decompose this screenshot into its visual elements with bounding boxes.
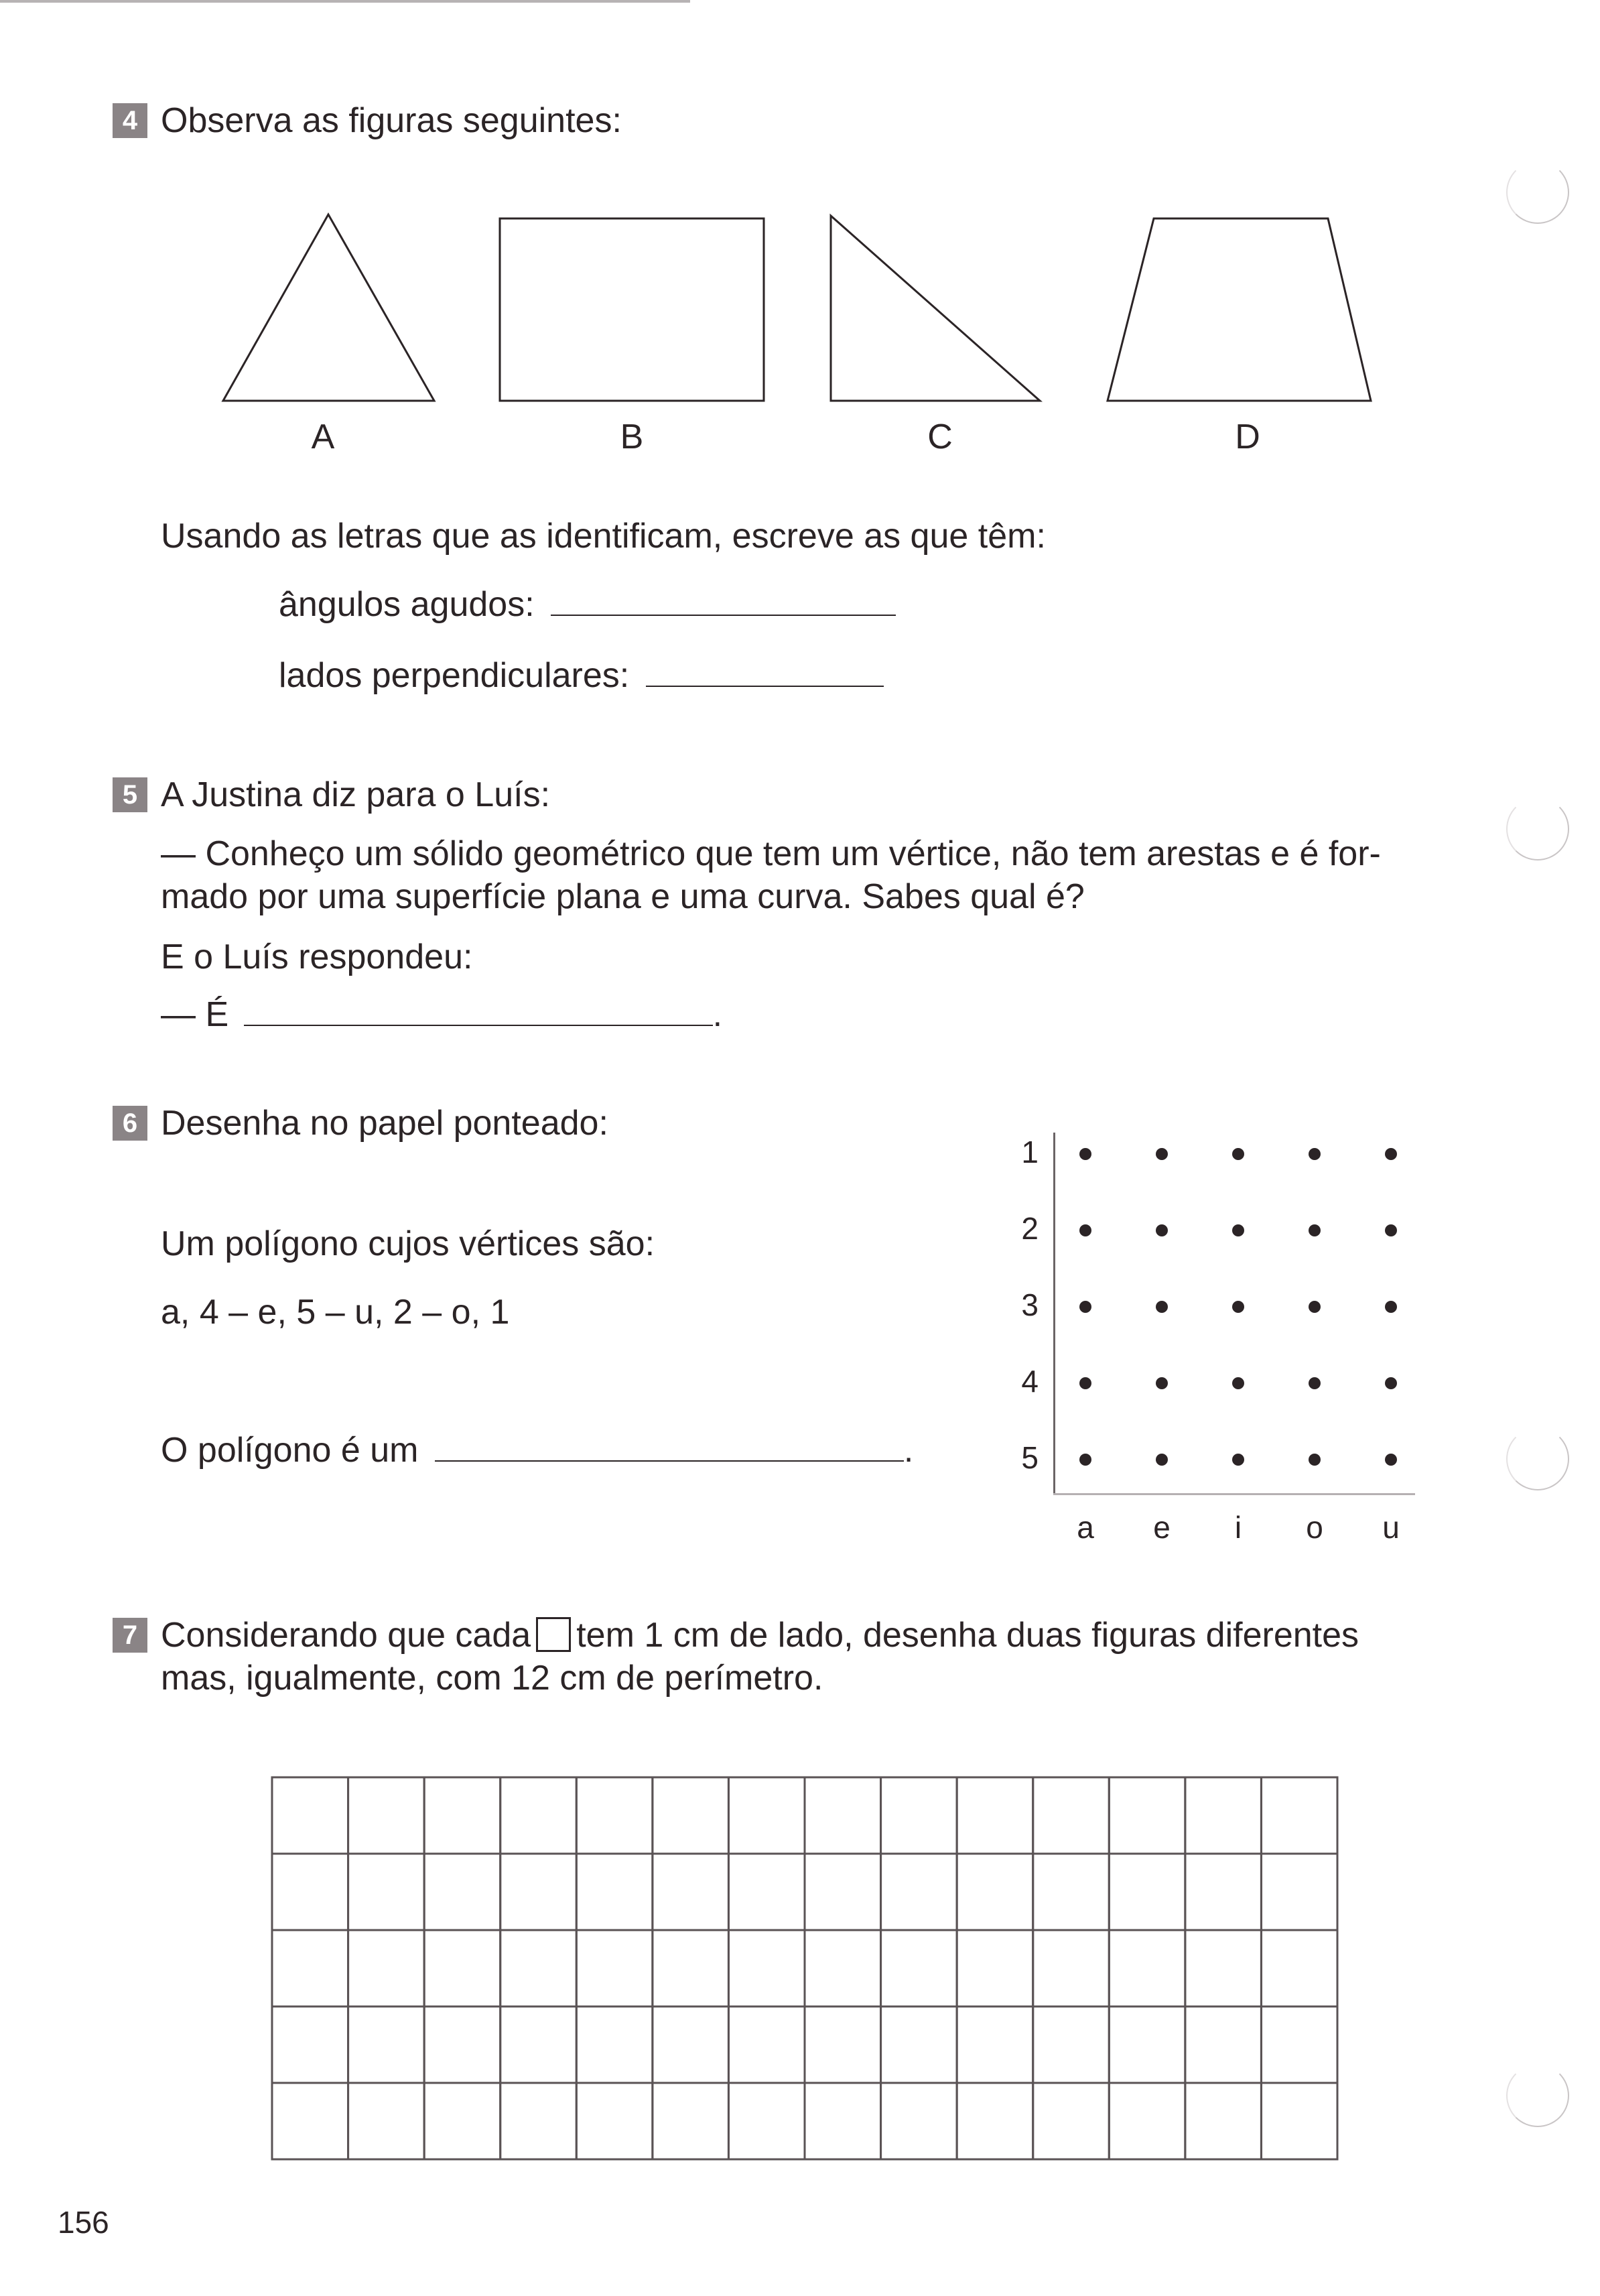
grid-cell[interactable] <box>1185 2006 1262 2083</box>
conclusion-suffix: . <box>903 1431 914 1470</box>
grid-cell[interactable] <box>1261 1777 1337 1854</box>
right-triangle-shape <box>831 216 1040 401</box>
grid-cell[interactable] <box>1261 2006 1337 2083</box>
page-number: 156 <box>58 2205 109 2240</box>
grid-cell[interactable] <box>348 1854 425 1930</box>
acute-angles-answer-field[interactable] <box>551 588 896 616</box>
grid-cell[interactable] <box>272 1930 348 2006</box>
grid-dot[interactable] <box>1232 1224 1244 1236</box>
grid-dot[interactable] <box>1079 1301 1091 1313</box>
shape-label-b: B <box>620 418 644 456</box>
grid-dot[interactable] <box>1079 1377 1091 1389</box>
exercise-5-speech-line-2: mado por uma superfície plana e uma curva. Sabes qual é? <box>161 877 1085 916</box>
grid-cell[interactable] <box>272 2083 348 2159</box>
grid-dot[interactable] <box>1385 1377 1397 1389</box>
geometric-figures <box>0 201 1474 416</box>
grid-cell[interactable] <box>501 1854 577 1930</box>
grid-cell[interactable] <box>272 1777 348 1854</box>
grid-dot[interactable] <box>1309 1148 1321 1160</box>
acute-angles-line <box>279 584 896 625</box>
exercise-6-instruction: Desenha no papel ponteado: <box>161 1104 608 1143</box>
exercise-number-badge: 7 <box>113 1618 147 1653</box>
row-label: 5 <box>1021 1440 1039 1475</box>
column-label: e <box>1153 1510 1171 1545</box>
grid-cell[interactable] <box>576 2083 653 2159</box>
column-label: a <box>1077 1510 1094 1545</box>
grid-cell[interactable] <box>728 1854 805 1930</box>
exercise-5-answer-line <box>161 995 722 1035</box>
grid-cell[interactable] <box>653 2083 729 2159</box>
exercise-4-instruction: Observa as figuras seguintes: <box>161 101 622 140</box>
conclusion-label: O polígono é um <box>161 1431 419 1470</box>
grid-cell[interactable] <box>501 1777 577 1854</box>
grid-dot[interactable] <box>1385 1224 1397 1236</box>
grid-cell[interactable] <box>348 2006 425 2083</box>
row-label: 3 <box>1021 1287 1039 1322</box>
grid-cell[interactable] <box>272 1854 348 1930</box>
grid-cell[interactable] <box>1261 1854 1337 1930</box>
grid-cell[interactable] <box>424 2083 501 2159</box>
exercise-7-line-2: mas, igualmente, com 12 cm de perímetro. <box>161 1659 823 1698</box>
binder-hole <box>1506 2064 1569 2127</box>
grid-cell[interactable] <box>653 1854 729 1930</box>
exercise-7-text-after: tem 1 cm de lado, desenha duas figuras diferentes <box>576 1616 1359 1655</box>
grid-cell[interactable] <box>881 2006 957 2083</box>
polygon-answer-field[interactable] <box>435 1433 904 1462</box>
grid-cell[interactable] <box>728 1930 805 2006</box>
grid-cell[interactable] <box>957 1854 1033 1930</box>
exercise-6-conclusion-line <box>161 1430 913 1470</box>
perpendicular-sides-answer-field[interactable] <box>646 659 884 687</box>
grid-cell[interactable] <box>576 1930 653 2006</box>
perpendicular-sides-line <box>279 655 884 696</box>
grid-dot[interactable] <box>1079 1148 1091 1160</box>
exercise-number-badge: 6 <box>113 1106 147 1141</box>
grid-cell[interactable] <box>1185 2083 1262 2159</box>
dot-grid[interactable] <box>1059 1133 1420 1494</box>
grid-cell[interactable] <box>1033 1777 1110 1854</box>
binder-hole <box>1506 1427 1569 1490</box>
grid-cell[interactable] <box>957 1777 1033 1854</box>
grid-dot[interactable] <box>1232 1148 1244 1160</box>
grid-cell[interactable] <box>1109 1777 1185 1854</box>
grid-cell[interactable] <box>576 1777 653 1854</box>
grid-cell[interactable] <box>805 2006 881 2083</box>
grid-cell[interactable] <box>957 2083 1033 2159</box>
grid-cell[interactable] <box>501 2006 577 2083</box>
grid-dot[interactable] <box>1309 1301 1321 1313</box>
binder-hole <box>1506 798 1569 860</box>
grid-cell[interactable] <box>1109 2006 1185 2083</box>
grid-cell[interactable] <box>1109 1930 1185 2006</box>
trapezoid-shape <box>1108 218 1371 401</box>
grid-dot[interactable] <box>1156 1377 1168 1389</box>
grid-cell[interactable] <box>501 2083 577 2159</box>
squared-paper-grid[interactable] <box>271 1776 1339 2161</box>
grid-cell[interactable] <box>424 2006 501 2083</box>
grid-cell[interactable] <box>1261 2083 1337 2159</box>
grid-cell[interactable] <box>1185 1930 1262 2006</box>
grid-cell[interactable] <box>805 1777 881 1854</box>
grid-dot[interactable] <box>1156 1301 1168 1313</box>
exercise-5-speech-line-1: — Conheço um sólido geométrico que tem um vértice, não tem arestas e é for- <box>161 834 1381 873</box>
grid-dot[interactable] <box>1385 1301 1397 1313</box>
row-label: 2 <box>1021 1211 1039 1246</box>
grid-cell[interactable] <box>653 1930 729 2006</box>
rectangle-shape <box>500 218 764 401</box>
grid-dot[interactable] <box>1156 1454 1168 1466</box>
grid-cell[interactable] <box>957 2006 1033 2083</box>
grid-dot[interactable] <box>1232 1454 1244 1466</box>
grid-dot[interactable] <box>1385 1148 1397 1160</box>
shape-label-c: C <box>927 418 953 456</box>
grid-cell[interactable] <box>881 1854 957 1930</box>
grid-cell[interactable] <box>1185 1854 1262 1930</box>
top-edge-line <box>0 0 690 3</box>
grid-dot[interactable] <box>1156 1148 1168 1160</box>
exercise-4-question: Usando as letras que as identificam, escreve as que têm: <box>161 517 1046 556</box>
grid-cell[interactable] <box>1033 1930 1110 2006</box>
grid-cell[interactable] <box>957 1930 1033 2006</box>
grid-cell[interactable] <box>424 1777 501 1854</box>
binder-hole <box>1506 161 1569 224</box>
grid-cell[interactable] <box>881 2083 957 2159</box>
grid-cell[interactable] <box>881 1930 957 2006</box>
grid-cell[interactable] <box>805 2083 881 2159</box>
row-label: 1 <box>1021 1135 1039 1169</box>
grid-dot[interactable] <box>1309 1377 1321 1389</box>
grid-dot[interactable] <box>1156 1224 1168 1236</box>
grid-dot[interactable] <box>1079 1224 1091 1236</box>
grid-dot[interactable] <box>1232 1301 1244 1313</box>
grid-cell[interactable] <box>348 1930 425 2006</box>
grid-cell[interactable] <box>1033 1854 1110 1930</box>
grid-cell[interactable] <box>728 1777 805 1854</box>
grid-dot[interactable] <box>1232 1377 1244 1389</box>
grid-cell[interactable] <box>1261 1930 1337 2006</box>
grid-cell[interactable] <box>728 2083 805 2159</box>
exercise-number-badge: 5 <box>113 777 147 812</box>
grid-cell[interactable] <box>653 1777 729 1854</box>
grid-cell[interactable] <box>1109 2083 1185 2159</box>
exercise-5-response-intro: E o Luís respondeu: <box>161 938 473 976</box>
grid-cell[interactable] <box>576 1854 653 1930</box>
grid-cell[interactable] <box>728 2006 805 2083</box>
grid-cell[interactable] <box>1033 2006 1110 2083</box>
column-label: o <box>1306 1510 1323 1545</box>
grid-cell[interactable] <box>805 1854 881 1930</box>
column-label: u <box>1382 1510 1400 1545</box>
grid-cell[interactable] <box>1033 2083 1110 2159</box>
grid-dot[interactable] <box>1385 1454 1397 1466</box>
grid-cell[interactable] <box>1185 1777 1262 1854</box>
dot-grid-vertical-axis <box>1053 1133 1055 1494</box>
grid-cell[interactable] <box>348 1777 425 1854</box>
exercise-6-vertices: a, 4 – e, 5 – u, 2 – o, 1 <box>161 1293 510 1332</box>
answer-prefix: — É <box>161 995 229 1034</box>
grid-dot[interactable] <box>1309 1224 1321 1236</box>
exercise-7-text-before: Considerando que cada <box>161 1616 531 1655</box>
exercise-number-badge: 4 <box>113 103 147 138</box>
shape-label-a: A <box>311 418 335 456</box>
exercise-7-line-1 <box>161 1615 1359 1655</box>
acute-angles-label: ângulos agudos: <box>279 585 535 624</box>
triangle-shape <box>223 214 434 401</box>
solid-answer-field[interactable] <box>244 998 713 1026</box>
grid-cell[interactable] <box>1109 1854 1185 1930</box>
grid-cell[interactable] <box>424 1854 501 1930</box>
exercise-5-intro: A Justina diz para o Luís: <box>161 775 551 814</box>
row-label: 4 <box>1021 1364 1039 1399</box>
grid-cell[interactable] <box>272 2006 348 2083</box>
grid-cell[interactable] <box>501 1930 577 2006</box>
grid-cell[interactable] <box>348 2083 425 2159</box>
grid-dot[interactable] <box>1079 1454 1091 1466</box>
grid-cell[interactable] <box>805 1930 881 2006</box>
column-label: i <box>1234 1510 1242 1545</box>
exercise-6-vertices-intro: Um polígono cujos vértices são: <box>161 1224 655 1263</box>
perpendicular-sides-label: lados perpendiculares: <box>279 656 630 695</box>
answer-suffix: . <box>712 995 723 1034</box>
unit-square-icon <box>536 1617 571 1652</box>
grid-cell[interactable] <box>653 2006 729 2083</box>
shape-label-d: D <box>1235 418 1260 456</box>
grid-cell[interactable] <box>881 1777 957 1854</box>
grid-dot[interactable] <box>1309 1454 1321 1466</box>
grid-cell[interactable] <box>576 2006 653 2083</box>
grid-cell[interactable] <box>424 1930 501 2006</box>
